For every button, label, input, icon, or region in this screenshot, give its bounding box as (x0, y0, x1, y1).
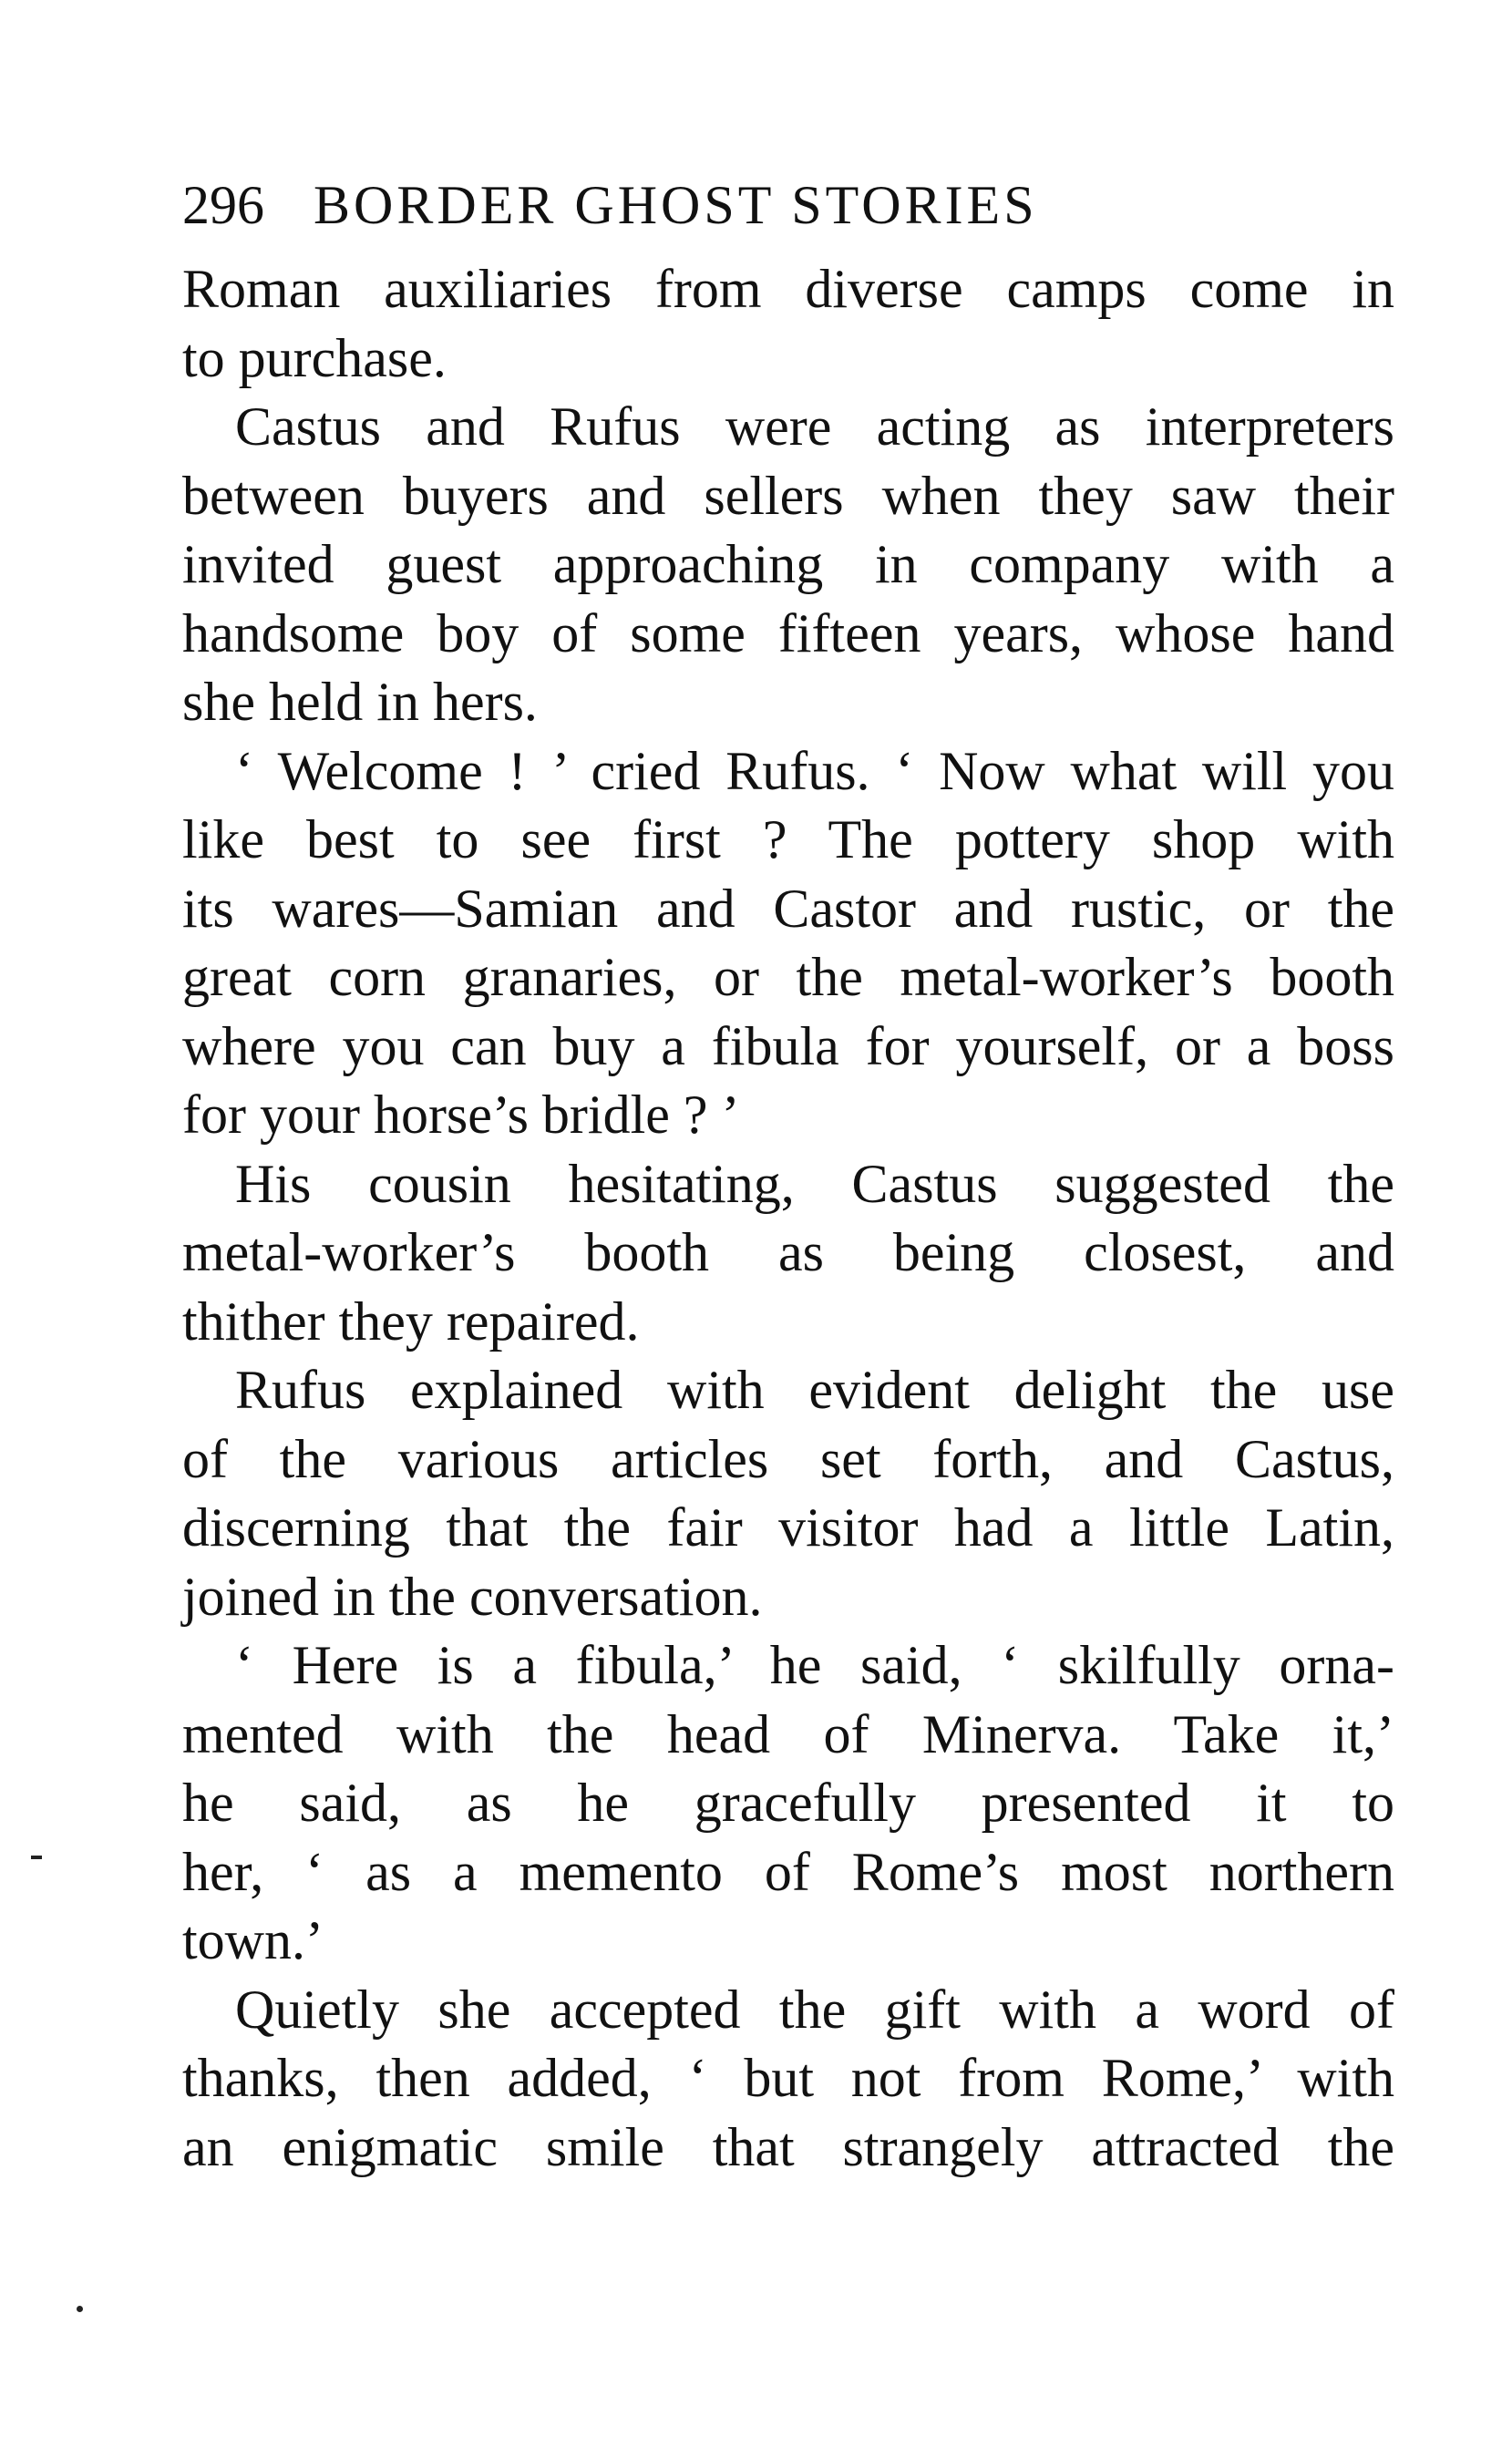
text-line: to purchase. (182, 327, 447, 388)
text-line: handsome boy of some fifteen years, whose hand (182, 602, 1394, 663)
text-line: like best to see first ? The pottery shop with (182, 809, 1394, 869)
paragraph (182, 1150, 1394, 1357)
text-line: of the various articles set forth, and Castus, (182, 1428, 1394, 1489)
text-line: discerning that the fair visitor had a little Latin, (182, 1497, 1394, 1558)
text-line: joined in the conversation. (182, 1566, 763, 1627)
paragraph (182, 255, 1394, 393)
paragraph (182, 737, 1394, 1150)
text-line: town.’ (182, 1910, 324, 1970)
running-title: BORDER GHOST STORIES (314, 175, 1038, 235)
text-line: where you can buy a fibula for yourself, or a boss (182, 1015, 1394, 1076)
text-line: invited guest approaching in company with a (182, 534, 1394, 594)
paragraph (182, 1631, 1394, 1976)
text-line: great corn granaries, or the metal-worker’s booth (182, 947, 1394, 1007)
text-line: metal-worker’s booth as being closest, and (182, 1222, 1394, 1282)
text-line: Rufus explained with evident delight the use (235, 1360, 1394, 1420)
running-head (182, 164, 1394, 246)
margin-dash-mark (31, 1856, 42, 1859)
body-text (182, 255, 1394, 2182)
text-line: ‘ Welcome ! ’ cried Rufus. ‘ Now what will you (235, 740, 1394, 801)
paragraph (182, 1976, 1394, 2183)
paragraph (182, 1356, 1394, 1631)
text-line: Roman auxiliaries from diverse camps come in (182, 259, 1394, 319)
text-line: thither they repaired. (182, 1290, 640, 1352)
paragraph (182, 393, 1394, 737)
text-line: thanks, then added, ‘ but not from Rome,’ with (182, 2048, 1394, 2108)
text-line: he said, as he gracefully presented it to (182, 1773, 1394, 1833)
text-line: Castus and Rufus were acting as interpreters (235, 396, 1394, 457)
text-line: for your horse’s bridle ? ’ (182, 1085, 740, 1145)
text-line: mented with the head of Minerva. Take it,’ (182, 1703, 1394, 1764)
text-line: His cousin hesitating, Castus suggested the (235, 1153, 1394, 1214)
text-line: an enigmatic smile that strangely attracted the (182, 2116, 1394, 2177)
text-line: ‘ Here is a fibula,’ he said, ‘ skilfully orna- (235, 1635, 1394, 1695)
text-line: between buyers and sellers when they saw their (182, 465, 1394, 526)
text-line: its wares—Samian and Castor and rustic, or the (182, 878, 1394, 939)
page-number: 296 (182, 175, 264, 235)
margin-dot-mark (77, 2306, 83, 2312)
text-line: Quietly she accepted the gift with a word of (235, 1979, 1394, 2040)
text-line: she held in hers. (182, 672, 538, 732)
page-content (182, 164, 1394, 2182)
text-line: her, ‘ as a memento of Rome’s most northern (182, 1841, 1394, 1902)
